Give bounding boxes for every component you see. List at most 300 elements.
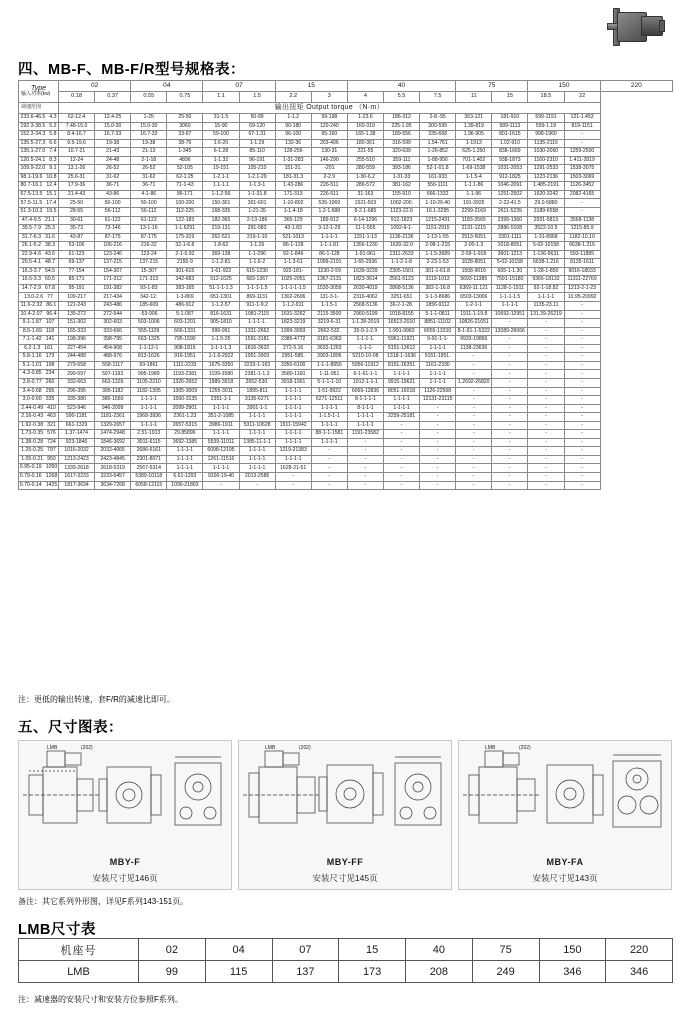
spec-cell: -: [347, 464, 383, 473]
spec-row-rpm: 8.5-1.69 118: [19, 327, 59, 336]
spec-row-rpm: 233.6-46.5 4.3: [20, 114, 57, 121]
spec-cell: 121-243: [59, 302, 95, 311]
spec-cell: 21-13: [131, 148, 167, 157]
spec-cell: 1356-1230: [347, 242, 383, 251]
spec-cell: 90-180: [275, 122, 311, 131]
spec-cell: 3011-6115: [131, 438, 167, 447]
spec-cell: 2082-4165: [564, 190, 600, 199]
spec-cell: -: [239, 481, 275, 490]
spec-cell: 383-165: [167, 284, 203, 293]
svg-text:LMB: LMB: [485, 745, 496, 751]
spec-frame-size-220: 220: [600, 81, 672, 92]
spec-row: [19, 302, 673, 311]
spec-cell: 1-21-35: [239, 208, 275, 217]
spec-cell: 1-1-1-1: [167, 447, 203, 456]
spec-row-rpm: 67.5-13.5 15.1: [20, 190, 57, 197]
spec-cell: 17.9-36: [59, 182, 95, 191]
spec-row-rpm: 0.95-0.19 1050: [19, 464, 58, 471]
spec-cell: 1-1-1-1: [420, 378, 456, 387]
spec-cell: 1.2-1.688: [311, 208, 347, 217]
spec-table-head: [19, 81, 673, 114]
spec-cell: 2301-8071: [131, 455, 167, 464]
spec-cell: 21.4-43: [59, 190, 95, 199]
spec-cell: 9151-1951.: [420, 353, 456, 362]
spec-cell: 1-1-1-1: [239, 455, 275, 464]
spec-cell: 1-2.1-1: [203, 173, 239, 182]
spec-cell: 701-1.402: [456, 156, 492, 165]
spec-cell: 3903-1806: [311, 353, 347, 362]
spec-cell: 154-307: [95, 267, 131, 276]
spec-cell: 1219-21383: [275, 447, 311, 456]
spec-cell: 13089-26066: [492, 327, 528, 336]
spec-cell: 226-511: [311, 190, 347, 199]
spec-cell: 3181-6363: [311, 336, 347, 345]
spec-cell: 916-1951: [167, 353, 203, 362]
spec-cell: 813-1626: [131, 353, 167, 362]
lmb-value-15: 173: [339, 961, 406, 983]
lmb-value-75: 249: [472, 961, 539, 983]
spec-cell: -: [564, 361, 600, 370]
spec-cell: -: [383, 430, 419, 439]
spec-cell: -: [528, 327, 564, 336]
spec-cell: 1182-1305: [131, 387, 167, 396]
spec-row-rpm: 31.7-6.3 31.6: [19, 233, 59, 242]
spec-cell: 120-240: [311, 122, 347, 131]
spec-cell: 1031-2053: [492, 165, 528, 174]
spec-header-row-torque: [19, 103, 673, 114]
spec-cell: 6638-1.216: [528, 259, 564, 268]
spec-cell: -1-1-1-: [347, 344, 383, 353]
lmb-frame-40: 40: [406, 939, 473, 961]
spec-cell: 299-597: [59, 370, 95, 379]
spec-cell: 905-1810: [203, 319, 239, 328]
spec-cell: 272-5.16: [275, 344, 311, 353]
spec-cell: 3568-1138: [564, 216, 600, 225]
spec-cell: 1-1.6-2: [239, 259, 275, 268]
spec-cell: 43-1.83: [275, 225, 311, 234]
spec-cell: 488-976: [95, 353, 131, 362]
spec-cell: 1-30-6.2: [347, 173, 383, 182]
spec-row: [19, 447, 673, 456]
spec-cell: 69-120: [239, 122, 275, 131]
spec-cell: 1-51-9922: [311, 387, 347, 396]
lmb-frame-15: 15: [339, 939, 406, 961]
spec-cell: 1302-2606: [275, 293, 311, 302]
spec-cell: 5539-11011: [203, 438, 239, 447]
spec-cell: -53-906: [131, 310, 167, 319]
spec-cell: -: [492, 336, 528, 345]
spec-cell: 1030-2060: [528, 148, 564, 157]
spec-cell: 316-599: [383, 139, 419, 148]
svg-text:(202): (202): [519, 745, 531, 751]
spec-row-rpm: 2.44-0.49 410: [19, 404, 59, 413]
spec-cell: 15-307: [131, 267, 167, 276]
spec-cell: -: [420, 447, 456, 456]
spec-cell: -: [564, 464, 600, 473]
spec-cell: 1-69-1538: [456, 165, 492, 174]
spec-cell: 2-08-1-215: [420, 242, 456, 251]
spec-cell: 6271-12511: [311, 396, 347, 405]
spec-cell: 43-86: [95, 190, 131, 199]
spec-cell: 16513-2010: [383, 319, 419, 328]
spec-cell: 589-1113: [492, 122, 528, 131]
spec-cell: 31-62: [131, 173, 167, 182]
spec-row: [19, 327, 673, 336]
spec-row-rpm: 13.0-2.6 77: [19, 293, 59, 302]
svg-text:(202): (202): [299, 745, 311, 751]
spec-cell: 1-10-802: [275, 199, 311, 208]
spec-kw-5: 1.5: [239, 92, 275, 103]
spec-cell: -: [564, 472, 600, 481]
spec-cell: 31-62: [95, 173, 131, 182]
spec-cell: 2652-530.: [239, 378, 275, 387]
lmb-value-02: 99: [139, 961, 206, 983]
spec-row-rpm: 1.38-0.28 724: [19, 438, 59, 447]
spec-cell: -: [420, 430, 456, 439]
spec-cell: -: [383, 421, 419, 430]
spec-row: [19, 165, 673, 174]
spec-cell: 1911-1-19.8: [456, 310, 492, 319]
spec-cell: 1-136-9631: [528, 250, 564, 259]
spec-cell: 1099-2191: [311, 259, 347, 268]
spec-cell: 995-1989: [131, 370, 167, 379]
spec-cell: -: [456, 413, 492, 422]
spec-cell: 4896: [167, 156, 203, 165]
spec-row-rpm: 1.25-0.25 797: [19, 447, 59, 456]
spec-cell: 262-521: [203, 233, 239, 242]
spec-cell: 1-1-1-1: [239, 464, 275, 473]
spec-cell: 8135-1611: [564, 259, 600, 268]
lmb-frame-150: 150: [539, 939, 606, 961]
spec-cell: 35-9-1-2.9: [347, 327, 383, 336]
spec-cell: 603-1201: [167, 319, 203, 328]
spec-cell: 160-319: [347, 122, 383, 131]
spec-cell: -: [492, 378, 528, 387]
figure-name-mby-ff: MBY-FF: [326, 857, 364, 867]
spec-cell: -: [564, 387, 600, 396]
spec-cell: 181-910: [492, 114, 528, 123]
spec-cell: 1816-3632: [239, 344, 275, 353]
spec-cell: 1-1.2-911: [275, 302, 311, 311]
spec-cell: 1-1-1-1: [131, 396, 167, 405]
spec-cell: 7591-15180: [492, 276, 528, 285]
lmb-row-label-frame: 机座号: [19, 939, 139, 961]
spec-cell: -: [347, 438, 383, 447]
spec-cell: -: [420, 438, 456, 447]
spec-cell: 5151-13612: [383, 344, 419, 353]
spec-cell: 1817-3634: [59, 481, 95, 490]
spec-cell: 1-1-1-1.: [239, 319, 275, 328]
spec-cell: 4-1-86: [131, 190, 167, 199]
spec-cell: 2386-4772: [275, 336, 311, 345]
spec-kw-11: 11: [456, 92, 492, 103]
spec-cell: 665-1-1.30: [492, 267, 528, 276]
spec-cell: -: [564, 344, 600, 353]
spec-cell: 1291-2533: [528, 165, 564, 174]
spec-cell: 1-1-1-1: [203, 430, 239, 439]
spec-cell: 1-1.5-4: [456, 173, 492, 182]
spec-cell: -: [564, 421, 600, 430]
spec-cell: 1-11-951: [311, 370, 347, 379]
spec-cell: 7.48-15.0: [59, 122, 95, 131]
spec-row: [19, 464, 673, 473]
spec-cell: 29.0-5880: [528, 199, 564, 208]
spec-row-rpm: 120.5-24.1 8.3: [20, 156, 57, 163]
spec-cell: 3350-6100: [275, 361, 311, 370]
spec-cell: 3632-1263: [311, 344, 347, 353]
spec-row: [19, 472, 673, 481]
spec-row: [19, 267, 673, 276]
spec-row: [19, 404, 673, 413]
spec-cell: 171-313: [275, 190, 311, 199]
spec-kw-0: 0.18: [59, 92, 95, 103]
lmb-value-40: 208: [406, 961, 473, 983]
spec-cell: 911-1-9.2: [239, 302, 275, 311]
spec-corner-kw-label: 输入功率(kw): [21, 91, 51, 98]
spec-cell: 165-1.38: [347, 131, 383, 140]
spec-cell: 1.37-1474: [59, 430, 95, 439]
spec-cell: 26-52: [131, 165, 167, 174]
spec-cell: 191-3925: [456, 199, 492, 208]
spec-row: [19, 438, 673, 447]
spec-cell: 1-1.2-56: [203, 190, 239, 199]
spec-cell: 1628-21-51: [275, 464, 311, 473]
lmb-table-body: [19, 939, 673, 983]
spec-cell: -: [420, 464, 456, 473]
spec-cell: 1-1.5-35: [203, 336, 239, 345]
spec-cell: -: [564, 378, 600, 387]
spec-cell: 1-1-1-1: [492, 302, 528, 311]
spec-row-rpm: 135.1-27.0 7.4: [20, 148, 57, 155]
spec-kw-10: 7.5: [420, 92, 456, 103]
spec-cell: 109-217: [59, 293, 95, 302]
spec-cell: 1311-2633: [383, 250, 419, 259]
spec-cell: 666-1331: [167, 327, 203, 336]
spec-cell: 382-1-16.8: [420, 284, 456, 293]
spec-cell: 381-162: [383, 182, 419, 191]
spec-row: [19, 413, 673, 422]
spec-cell: 5961-11921: [383, 336, 419, 345]
spec-cell: -: [347, 481, 383, 490]
spec-cell: 95-160: [311, 131, 347, 140]
spec-cell: 219-131: [203, 225, 239, 234]
spec-cell: 1620-3242: [528, 190, 564, 199]
spec-cell: 3522-10.5: [528, 225, 564, 234]
spec-cell: 1.39-819: [456, 122, 492, 131]
figure-mby-fa: [458, 740, 672, 890]
spec-cell: 85-110: [239, 148, 275, 157]
spec-cell: 1-1-96: [456, 190, 492, 199]
spec-row-rpm: 4.3-0.85 234: [19, 370, 59, 379]
spec-cell: 272-544: [95, 310, 131, 319]
spec-cell: 2131-1215: [456, 225, 492, 234]
spec-kw-9: 5.5: [383, 92, 419, 103]
spec-cell: 96-191: [239, 156, 275, 165]
spec-cell: -: [492, 319, 528, 328]
spec-cell: 5210-10-08: [347, 353, 383, 362]
spec-cell: 301-601: [239, 199, 275, 208]
spec-cell: 1-1-1-8956: [311, 361, 347, 370]
spec-cell: 1-1.32: [203, 156, 239, 165]
spec-cell: -: [528, 472, 564, 481]
spec-cell: 1136-2136: [383, 233, 419, 242]
spec-row: [19, 387, 673, 396]
spec-cell: 486-912: [167, 302, 203, 311]
spec-cell: -: [456, 430, 492, 439]
spec-cell: -: [420, 455, 456, 464]
spec-cell: -: [383, 464, 419, 473]
lmb-row-label-lmb: LMB: [19, 961, 139, 983]
spec-cell: 922-181-: [275, 267, 311, 276]
spec-cell: 9915-19621: [383, 378, 419, 387]
spec-cell: 1-31-283: [275, 156, 311, 165]
spec-cell: 61-122: [131, 216, 167, 225]
spec-cell: 683-1367: [239, 276, 275, 285]
spec-cell: 13-1-16: [131, 225, 167, 234]
lmb-frame-02: 02: [139, 939, 206, 961]
spec-row-rpm: 192.3-38.5 5.2: [20, 122, 57, 129]
spec-cell: -: [528, 344, 564, 353]
spec-cell: 1-3-869: [167, 293, 203, 302]
spec-cell: 3135-6271: [239, 396, 275, 405]
spec-row-rpm: 16.3-3.7 54.5: [19, 267, 59, 276]
spec-cell: 1823-3614: [347, 276, 383, 285]
spec-cell: 100-200: [167, 199, 203, 208]
spec-cell: 1538-3075: [564, 165, 600, 174]
spec-cell: 1-1-1-1: [167, 464, 203, 473]
spec-cell: 1-1-12-1: [131, 344, 167, 353]
spec-cell: 106-216: [95, 242, 131, 251]
spec-cell: -: [383, 472, 419, 481]
spec-cell: 1002-200.: [383, 199, 419, 208]
spec-cell: 36-71: [95, 182, 131, 191]
spec-cell: 1215-85.9: [564, 225, 600, 234]
spec-cell: 1.485-2191: [528, 182, 564, 191]
spec-row-rpm: 1.92-0.38 321: [19, 421, 59, 430]
spec-cell: 5-02-10158: [492, 259, 528, 268]
spec-cell: 2513-5051: [456, 233, 492, 242]
spec-cell: 5693-11385: [456, 276, 492, 285]
spec-cell: 908-1816: [167, 344, 203, 353]
spec-cell: 1-28-1-850: [528, 267, 564, 276]
spec-cell: 1620-32.0: [383, 242, 419, 251]
spec-cell: -: [203, 481, 239, 490]
spec-kw-1: 0.37: [95, 92, 131, 103]
spec-cell: 175-319: [167, 233, 203, 242]
spec-cell: 3189-6558: [528, 208, 564, 217]
spec-cell: -: [528, 438, 564, 447]
spec-cell: 1639-3239: [347, 267, 383, 276]
spec-cell: 999-991: [203, 327, 239, 336]
spec-cell: 92-1-846: [275, 250, 311, 259]
spec-cell: 6-1.28: [203, 148, 239, 157]
spec-cell: 2618-5319: [95, 464, 131, 473]
spec-cell: 1989-3918: [203, 378, 239, 387]
spec-cell: 1261-11516: [203, 455, 239, 464]
spec-cell: 16.1-3295: [420, 208, 456, 217]
spec-cell: 243-486: [95, 302, 131, 311]
spec-corner-ratio: 调速范围: [19, 103, 59, 114]
spec-cell: -: [383, 447, 419, 456]
spec-row-rpm: 80.7-16.1 12.4: [20, 182, 57, 189]
spec-cell: 1631-3262: [275, 310, 311, 319]
spec-cell: 556-1111: [420, 182, 456, 191]
spec-cell: 1-1-1-1: [203, 464, 239, 473]
spec-kw-6: 2.2: [275, 92, 311, 103]
spec-cell: -: [492, 370, 528, 379]
spec-cell: 3060: [167, 122, 203, 131]
spec-cell: 128-256: [275, 148, 311, 157]
spec-cell: 1305-3009: [167, 387, 203, 396]
spec-cell: 36-2-1-28.: [383, 302, 419, 311]
spec-cell: 1135-2116: [528, 139, 564, 148]
spec-frame-size-04: 04: [131, 81, 203, 92]
spec-cell: 87-175: [95, 233, 131, 242]
spec-cell: 938-1873: [492, 156, 528, 165]
spec-cell: -: [383, 455, 419, 464]
spec-cell: 2-22-41.5: [492, 199, 528, 208]
spec-cell: 1151-1-13: [347, 233, 383, 242]
spec-cell: 25.6-31: [59, 173, 95, 182]
spec-cell: 5-1-087: [167, 310, 203, 319]
spec-cell: 5-1-1-1-10: [311, 378, 347, 387]
spec-row: [19, 156, 673, 165]
spec-cell: 1-1-1-1.: [347, 336, 383, 345]
spec-cell: 2316-4062: [347, 293, 383, 302]
spec-cell: 73-146: [95, 225, 131, 234]
spec-row: [19, 344, 673, 353]
spec-cell: 226-511: [311, 182, 347, 191]
spec-cell: 615-1230: [239, 267, 275, 276]
spec-cell: 1385-11-1-1: [239, 438, 275, 447]
spec-cell: -: [528, 464, 564, 473]
spec-cell: 1951-3903: [239, 353, 275, 362]
spec-cell: 1259-2500: [564, 148, 600, 157]
spec-cell: -: [456, 421, 492, 430]
spec-cell: 599-1191: [528, 114, 564, 123]
spec-cell: -: [420, 421, 456, 430]
spec-cell: 50-100: [131, 199, 167, 208]
spec-cell: -: [492, 472, 528, 481]
spec-row-rpm: 51.3-10.3 19.5: [20, 208, 57, 215]
spec-cell: -: [456, 361, 492, 370]
spec-cell: 1591-3181: [239, 336, 275, 345]
spec-kw-14: 22: [564, 92, 600, 103]
spec-cell: 1223-2136: [528, 173, 564, 182]
spec-cell: 1968-3936: [131, 413, 167, 422]
spec-cell: 9933-19866: [456, 336, 492, 345]
spec-frame-size-07: 07: [203, 81, 275, 92]
spec-frame-size-40: 40: [347, 81, 455, 92]
spec-cell: 663-1325: [131, 336, 167, 345]
lmb-header-row: [19, 939, 673, 961]
spec-cell: 3986-1911: [203, 421, 239, 430]
spec-cell: 1018-8155: [383, 310, 419, 319]
spec-cell: 3634-7268: [95, 481, 131, 490]
spec-row: [19, 319, 673, 328]
spec-cell: 1-1-1-1: [420, 370, 456, 379]
spec-cell: 1326-2652: [167, 378, 203, 387]
spec-row-rpm: 2.16-0.43 463: [19, 413, 59, 422]
spec-cell: 1046-2091: [492, 182, 528, 191]
spec-cell: -: [275, 481, 311, 490]
spec-cell: 1-1-1-1: [275, 413, 311, 422]
spec-cell: 71-1-43: [167, 182, 203, 191]
lmb-value-150: 346: [539, 961, 606, 983]
spec-cell: 816-1631: [203, 310, 239, 319]
spec-cell: 9366-18132: [528, 276, 564, 285]
spec-cell: 1-1-1-1: [311, 233, 347, 242]
